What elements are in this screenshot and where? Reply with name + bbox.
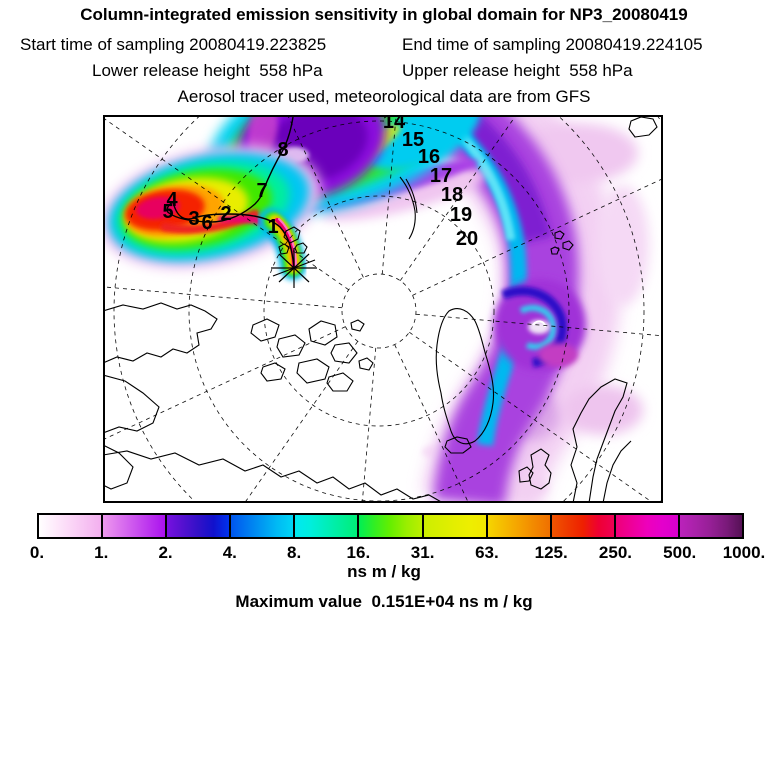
colorbar-tick-label: 1.: [94, 543, 109, 562]
colorbar-tick-label: 0.: [29, 543, 45, 562]
colorbar-tick-label: 250.: [598, 543, 632, 562]
trajectory-number: 16: [417, 146, 441, 168]
page-title: Column-integrated emission sensitivity in global domain for NP3_20080419: [80, 5, 688, 24]
colorbar-tick-label: 1000.: [722, 543, 766, 562]
trajectory-number: 8: [277, 139, 289, 161]
colorbar-tick-label: 125.: [534, 543, 568, 562]
maximum-value-label: Maximum value 0.151E+04 ns m / kg: [235, 592, 533, 611]
colorbar-segment: [680, 515, 742, 537]
colorbar-segment: [359, 515, 423, 537]
colorbar-segment: [424, 515, 488, 537]
latitude-circle: [342, 274, 416, 348]
colorbar-segment: [488, 515, 552, 537]
trajectory-number: 18: [440, 184, 464, 206]
trajectory-number: 17: [429, 165, 453, 187]
trajectory-number: 7: [256, 180, 268, 202]
trajectory-number: 5: [162, 201, 174, 223]
colorbar-tick-label: 31.: [410, 543, 435, 562]
lower-release-label: Lower release height 558 hPa: [92, 61, 323, 80]
map-plot: [103, 115, 663, 503]
colorbar-segment: [39, 515, 103, 537]
trajectory-number: 1: [267, 216, 279, 238]
trajectory-number: 6: [201, 212, 213, 234]
colorbar-segment: [552, 515, 616, 537]
trajectory-number: 14: [382, 115, 406, 133]
meridian-line: [342, 348, 376, 503]
colorbar-tick-label: 63.: [475, 543, 499, 562]
polar-map-svg: [103, 115, 663, 503]
colorbar-tick-label: 4.: [222, 543, 237, 562]
trajectory-number: 3: [188, 208, 200, 230]
colorbar-segment: [167, 515, 231, 537]
colorbar-tick-label: 16.: [346, 543, 371, 562]
trajectory-number: 19: [449, 204, 473, 226]
trajectory-number: 15: [401, 129, 425, 151]
colorbar-tick-label: 2.: [158, 543, 173, 562]
start-time-label: Start time of sampling 20080419.223825: [20, 35, 327, 54]
trajectory-number: 4: [166, 189, 178, 211]
upper-release-label: Upper release height 558 hPa: [402, 61, 633, 80]
trajectory-number: 2: [220, 203, 232, 225]
colorbar: [37, 513, 744, 539]
colorbar-segment: [616, 515, 680, 537]
end-time-label: End time of sampling 20080419.224105: [402, 35, 703, 54]
meridian-line: [103, 327, 345, 493]
meridian-line: [132, 341, 357, 503]
colorbar-tick-label: 500.: [663, 543, 697, 562]
trajectory-number: 20: [455, 228, 479, 250]
tracer-note: Aerosol tracer used, meteorological data are from GFS: [177, 87, 591, 106]
colorbar-tick-label: 8.: [286, 543, 302, 562]
colorbar-segment: [295, 515, 359, 537]
colorbar-segment: [103, 515, 167, 537]
colorbar-segment: [231, 515, 295, 537]
sensitivity-plume: [103, 115, 649, 503]
colorbar-units-label: ns m / kg: [347, 562, 421, 581]
